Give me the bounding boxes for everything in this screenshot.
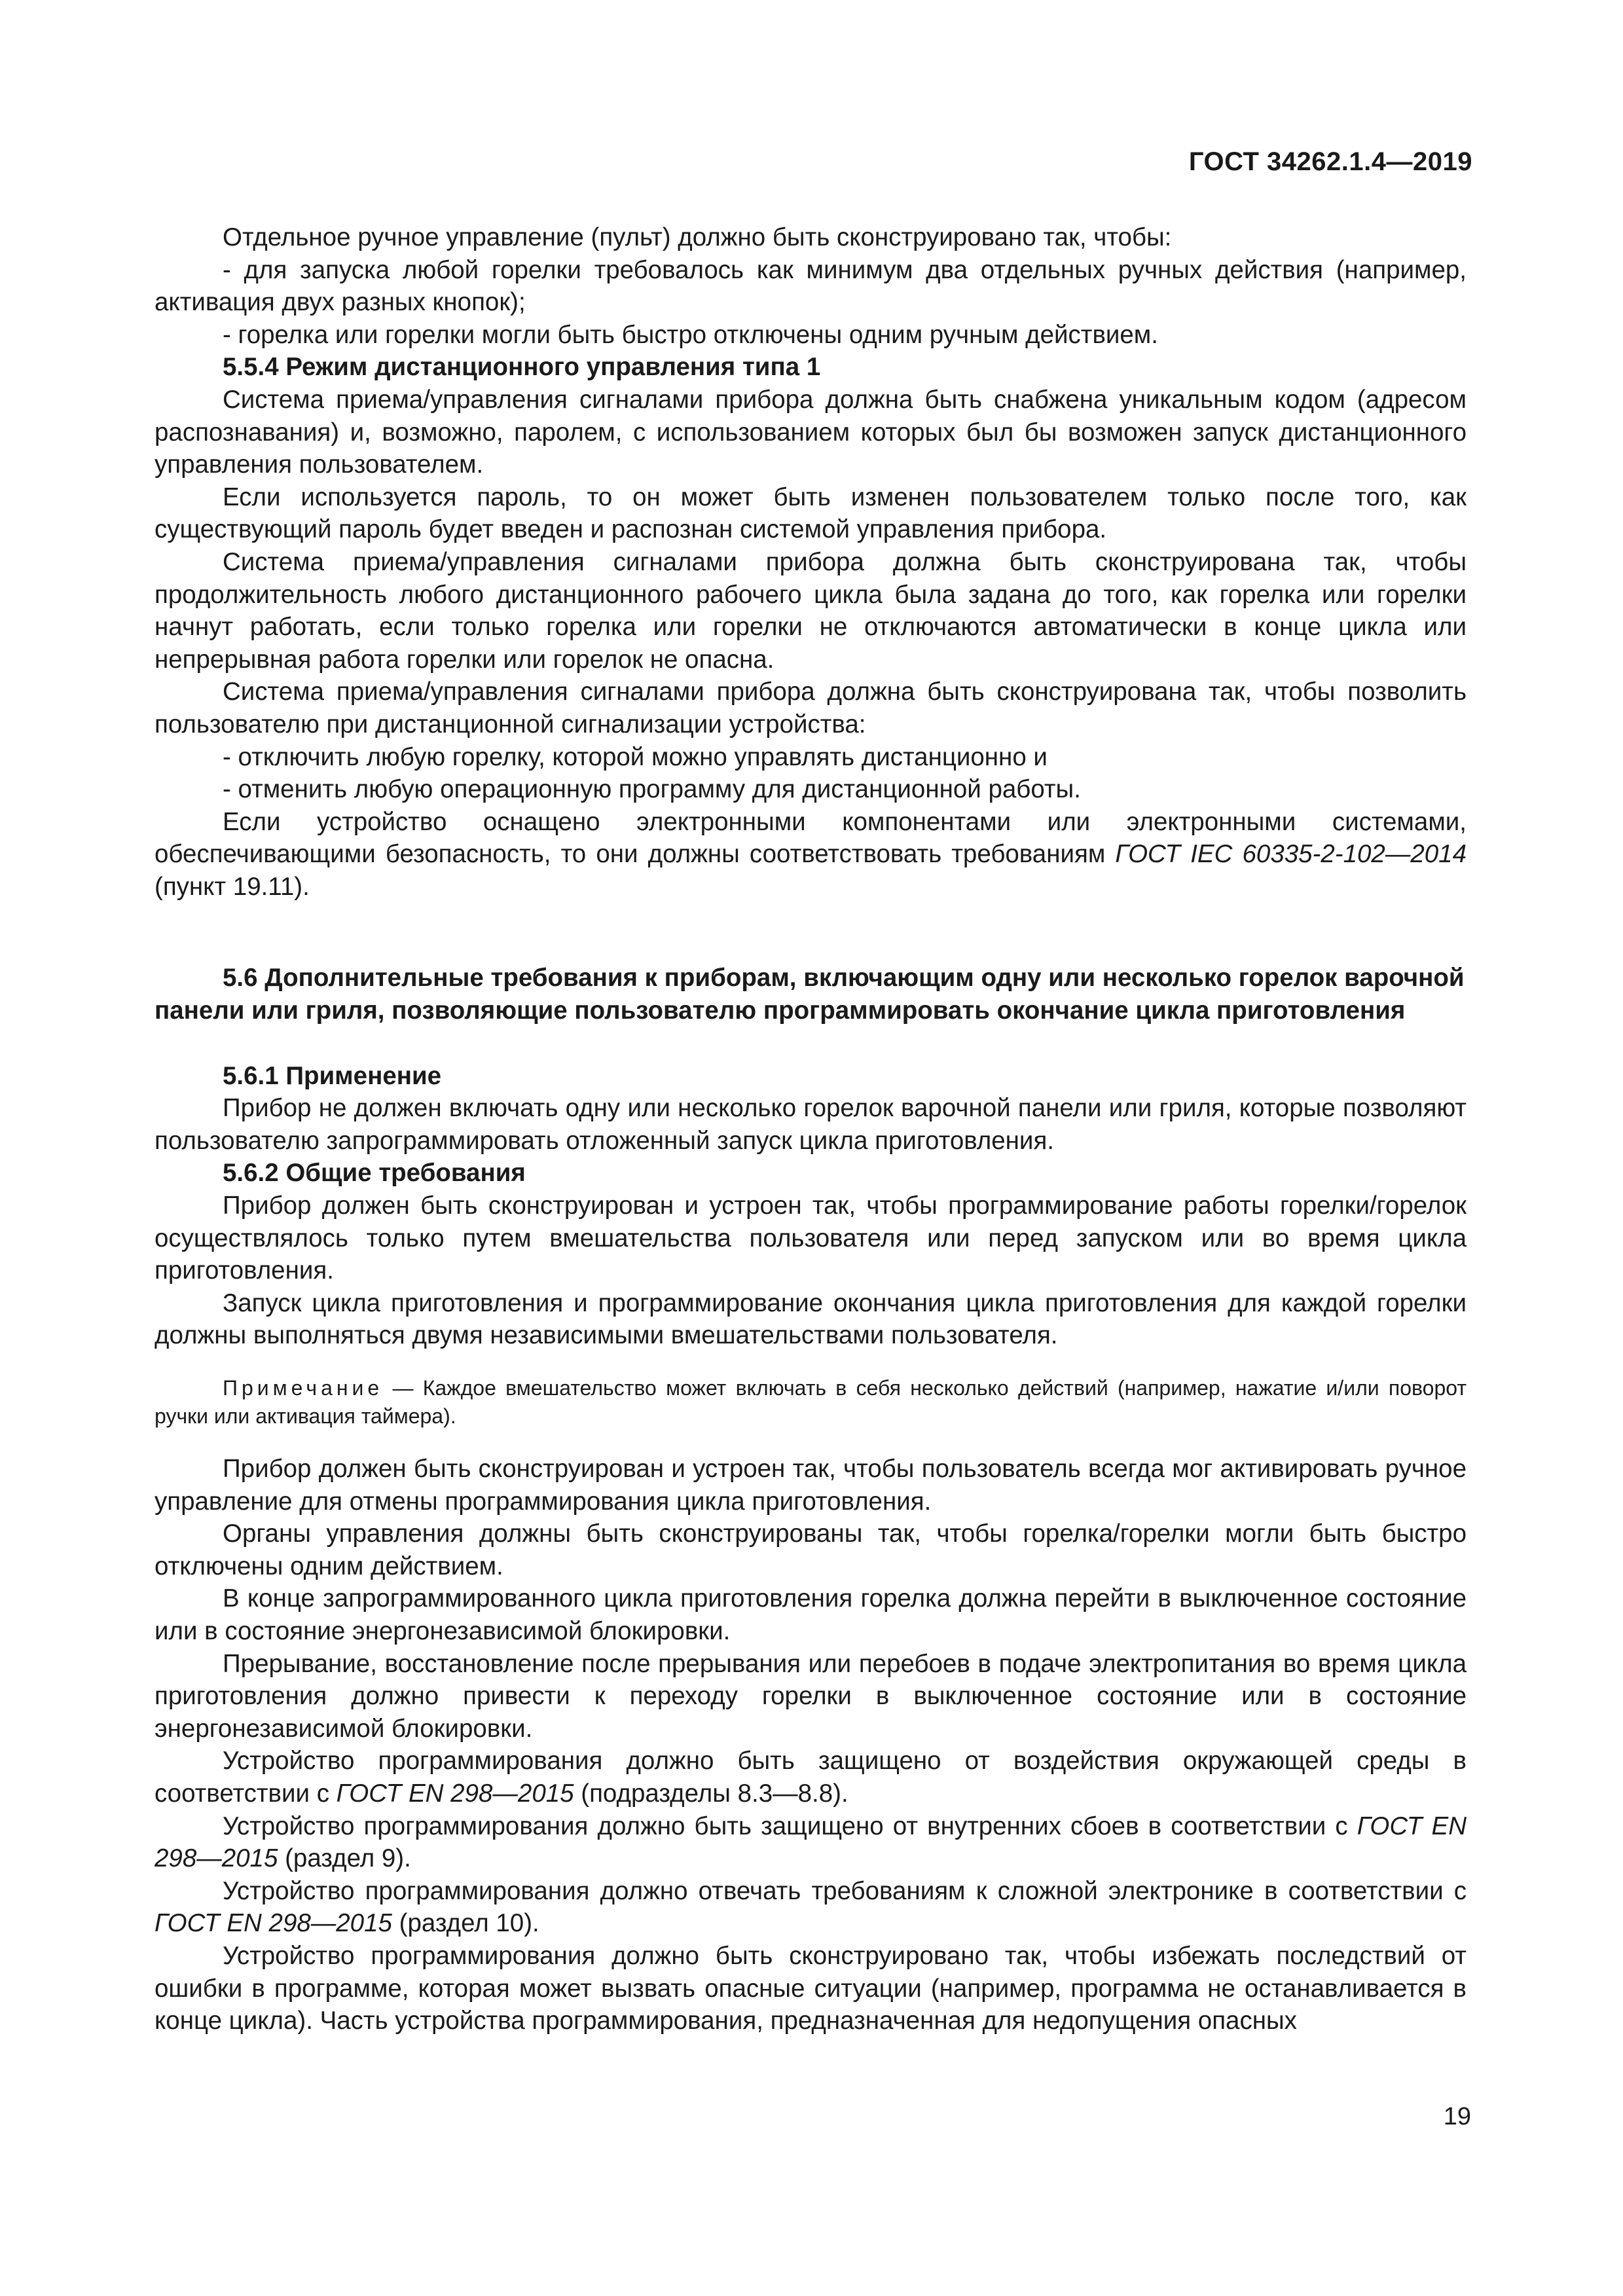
text: Устройство программирования должно быть защищено от воздействия окружающей среды в соответствии с: [155, 1747, 1467, 1808]
paragraph: Прибор должен быть сконструирован и устроен так, чтобы программирование работы горелки/горелок осуществлялось только путем вмешательства пользователя или перед запуском или во время цикла приготовления.: [155, 1192, 1467, 1285]
paragraph: Система приема/управления сигналами прибора должна быть сконструирована так, чтобы продолжительность любого дистанционного рабочего цикла была задана до того, как горелка или горелки начнут работать, если только горелка или горелки не отключаются автоматически в конце цикла или непрерывная работа горелки или горелок не опасна.: [155, 547, 1467, 674]
text: (раздел 10).: [392, 1909, 539, 1938]
paragraph: Прибор не должен включать одну или несколько горелок варочной панели или гриля, которые позволяют пользователю запрограммировать отложенный запуск цикла приготовления.: [155, 1094, 1467, 1155]
paragraph: Прерывание, восстановление после прерывания или перебоев в подаче электропитания во время цикла приготовления должно привести к переходу горелки в выключенное состояние или в состояние энергонезависимой блокировки.: [155, 1649, 1467, 1743]
list-item: - для запуска любой горелки требовалось как минимум два отдельных ручных действия (например, активация двух разных кнопок);: [155, 255, 1467, 317]
standard-reference: ГОСТ EN 298—2015: [336, 1779, 574, 1808]
section-heading-5-6: 5.6 Дополнительные требования к приборам, включающим одну или несколько горелок варочной панели или гриля, позволяющие пользователю программировать окончание цикла приготовления: [155, 964, 1465, 1025]
note-text: — Каждое вмешательство может включать в себя несколько действий (например, нажатие и/или поворот ручки или активация таймера).: [155, 1376, 1467, 1428]
text: (раздел 9).: [278, 1844, 411, 1873]
section-heading-5-5-4: 5.5.4 Режим дистанционного управления типа 1: [223, 353, 821, 382]
list-item: - горелка или горелки могли быть быстро отключены одним ручным действием.: [223, 320, 1158, 349]
page-number: 19: [1443, 2103, 1471, 2130]
paragraph: Устройство программирования должно быть сконструировано так, чтобы избежать последствий от ошибки в программе, которая может вызвать опасные ситуации (например, программа не останавливается в конце цикла). Часть устройства программирования, предназначенная для недопущения опасных: [155, 1941, 1467, 2035]
text: Если устройство оснащено электронными компонентами или электронными системами, обеспечивающими безопасность, то они должны соответствовать требованиям: [155, 807, 1467, 869]
paragraph: [155, 1745, 1467, 1810]
paragraph: Органы управления должны быть сконструированы так, чтобы горелка/горелки могли быть быстро отключены одним действием.: [155, 1520, 1467, 1580]
paragraph: Система приема/управления сигналами прибора должна быть снабжена уникальным кодом (адресом распознавания) и, возможно, паролем, с использованием которых был бы возможен запуск дистанционного управления пользователем.: [155, 385, 1467, 479]
standard-reference: ГОСТ IEC 60335-2-102—2014: [1115, 840, 1467, 869]
standard-reference: ГОСТ EN 298—2015: [155, 1812, 1467, 1873]
paragraph: [155, 1810, 1467, 1875]
page-content: [155, 221, 1467, 2037]
standard-reference: ГОСТ EN 298—2015: [155, 1909, 392, 1938]
note: [155, 1374, 1467, 1430]
list-item: - отменить любую операционную программу для дистанционной работы.: [223, 775, 1081, 804]
paragraph: Система приема/управления сигналами прибора должна быть сконструирована так, чтобы позволить пользователю при дистанционной сигнализации устройства:: [155, 678, 1467, 738]
section-heading-5-6-1: 5.6.1 Применение: [223, 1061, 442, 1090]
text: Устройство программирования должно отвечать требованиям к сложной электронике в соответствии с: [223, 1876, 1467, 1905]
section-heading-5-6-2: 5.6.2 Общие требования: [223, 1159, 526, 1188]
paragraph: [155, 806, 1467, 903]
paragraph: [155, 1875, 1467, 1940]
text: Устройство программирования должно быть защищено от внутренних сбоев в соответствии с: [223, 1812, 1357, 1840]
paragraph: Прибор должен быть сконструирован и устроен так, чтобы пользователь всегда мог активировать ручное управление для отмены программирования цикла приготовления.: [155, 1455, 1467, 1516]
paragraph: Запуск цикла приготовления и программирование окончания цикла приготовления для каждой горелки должны выполняться двумя независимыми вмешательствами пользователя.: [155, 1288, 1467, 1350]
paragraph: Отдельное ручное управление (пульт) должно быть сконструировано так, чтобы:: [223, 223, 1172, 251]
paragraph: В конце запрограммированного цикла приготовления горелка должна перейти в выключенное состояние или в состояние энергонезависимой блокировки.: [155, 1584, 1467, 1645]
text: (пункт 19.11).: [155, 872, 310, 901]
document-header: ГОСТ 34262.1.4—2019: [1188, 147, 1472, 176]
list-item: - отключить любую горелку, которой можно управлять дистанционно и: [223, 742, 1048, 771]
paragraph: Если используется пароль, то он может быть изменен пользователем только после того, как существующий пароль будет введен и распознан системой управления прибора.: [155, 483, 1467, 544]
text: (подразделы 8.3—8.8).: [574, 1779, 848, 1808]
note-label: Примечание: [223, 1376, 384, 1400]
